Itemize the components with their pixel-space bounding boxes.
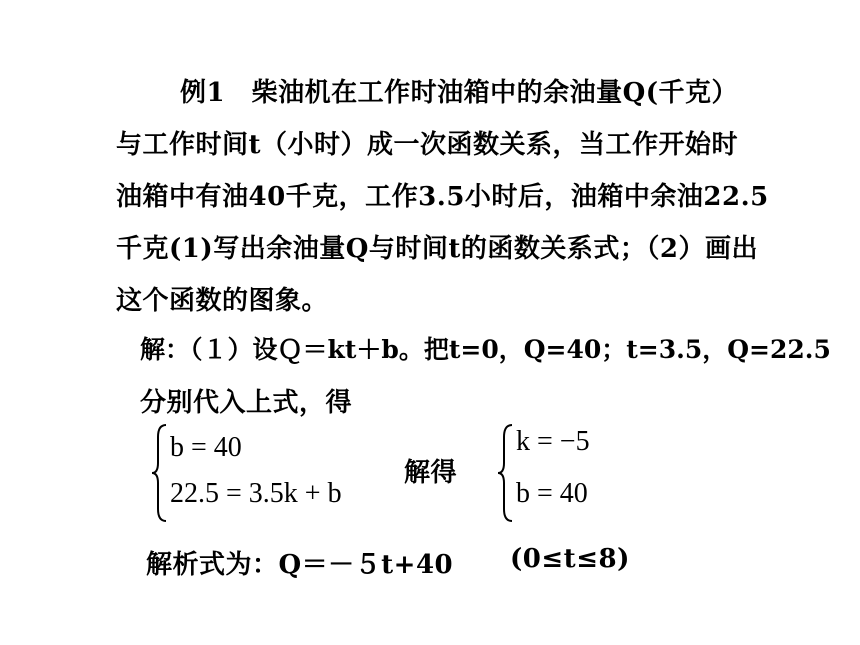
- problem-line-4: 千克(1)写出余油量Q与时间t的函数关系式；（2）画出: [116, 234, 758, 264]
- problem-line-3: 油箱中有油40千克，工作3.5小时后，油箱中余油22.5: [116, 182, 769, 212]
- problem-line-2: 与工作时间t（小时）成一次函数关系，当工作开始时: [116, 130, 739, 160]
- equation-2b: b = 40: [516, 478, 588, 509]
- equation-2a: k = −5: [516, 426, 590, 457]
- equation-1a: b = 40: [170, 432, 242, 463]
- solution-line-2: 分别代入上式，得: [140, 388, 353, 418]
- solution-line-1: 解：（１）设Ｑ＝kt＋b。把t=0，Q=40；t=3.5，Q=22.5: [140, 335, 831, 364]
- domain-constraint: (0≤t≤8): [510, 544, 630, 574]
- result-expression: 解析式为：Q＝－５t+40: [146, 550, 454, 580]
- left-brace-icon: [150, 423, 170, 523]
- problem-line-1: 例1 柴油机在工作时油箱中的余油量Q(千克）: [180, 78, 739, 108]
- problem-line-5: 这个函数的图象。: [116, 286, 329, 316]
- left-brace-icon: [496, 423, 516, 523]
- solve-label: 解得: [404, 458, 458, 488]
- equation-1b: 22.5 = 3.5k + b: [170, 478, 342, 509]
